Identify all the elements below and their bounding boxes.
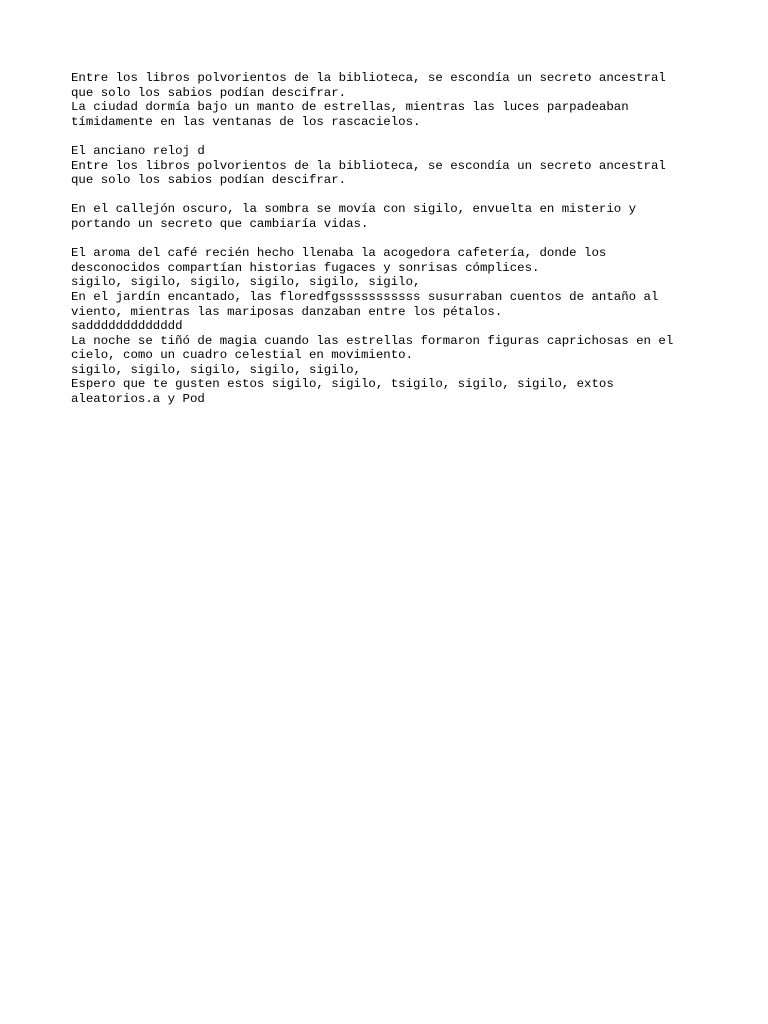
- paragraph-gap: [71, 129, 711, 144]
- text-line: La noche se tiñó de magia cuando las estrellas formaron figuras caprichosas en el: [71, 333, 674, 348]
- text-line: cielo, como un cuadro celestial en movimiento.: [71, 348, 414, 363]
- paragraph-1: [71, 71, 711, 129]
- text-line: En el jardín encantado, las floredfgsssssssssss susurraban cuentos de antaño al: [71, 289, 659, 304]
- text-line: Entre los libros polvorientos de la biblioteca, se escondía un secreto ancestral: [71, 158, 666, 173]
- text-line: tímidamente en las ventanas de los rascacielos.: [71, 114, 421, 129]
- text-line: El anciano reloj d: [71, 143, 205, 158]
- text-line: La ciudad dormía bajo un manto de estrellas, mientras las luces parpadeaban: [71, 100, 629, 115]
- text-line: aleatorios.a y Pod: [71, 392, 205, 407]
- text-line: desconocidos compartían historias fugaces y sonrisas cómplices.: [71, 260, 540, 275]
- text-line: viento, mientras las mariposas danzaban entre los pétalos.: [71, 304, 503, 319]
- text-line: Entre los libros polvorientos de la biblioteca, se escondía un secreto ancestral: [71, 71, 666, 85]
- text-line: portando un secreto que cambiaría vidas.: [71, 216, 369, 231]
- document-page: [71, 71, 711, 407]
- text-line: saddddddddddddd: [71, 319, 183, 334]
- text-line: Espero que te gusten estos sigilo, sigilo, tsigilo, sigilo, sigilo, extos: [71, 377, 614, 392]
- text-line: que solo los sabios podían descifrar.: [71, 85, 347, 100]
- paragraph-2: [71, 144, 711, 188]
- text-line: que solo los sabios podían descifrar.: [71, 173, 347, 188]
- paragraph-gap: [71, 188, 711, 203]
- text-line: sigilo, sigilo, sigilo, sigilo, sigilo,: [71, 362, 361, 377]
- paragraph-gap: [71, 232, 711, 247]
- text-line: En el callejón oscuro, la sombra se movía con sigilo, envuelta en misterio y: [71, 202, 637, 217]
- paragraph-4: [71, 246, 711, 407]
- paragraph-3: [71, 202, 711, 231]
- text-line: sigilo, sigilo, sigilo, sigilo, sigilo, sigilo,: [71, 275, 421, 290]
- text-line: El aroma del café recién hecho llenaba la acogedora cafetería, donde los: [71, 246, 607, 261]
